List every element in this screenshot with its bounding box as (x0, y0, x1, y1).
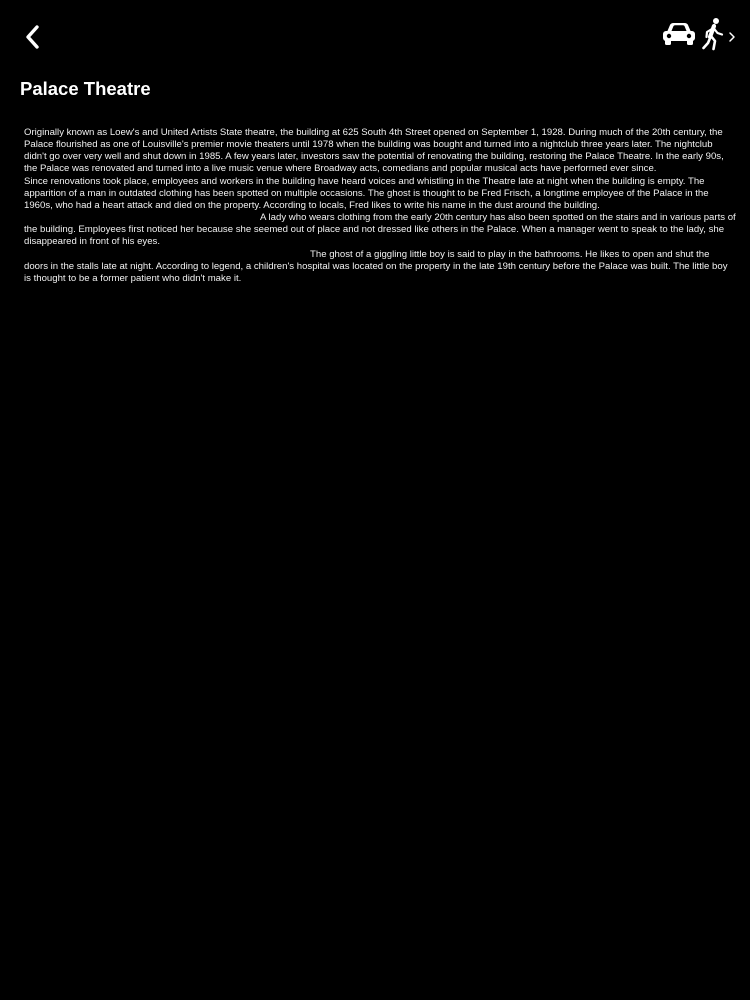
page-title: Palace Theatre (20, 78, 151, 99)
paragraph-fred-frisch: Since renovations took place, employees and workers in the building have heard voices and whistling in the Theatre late at night when the building is empty. The apparition of a man in outdated clothing has been spotted on multiple occasions. The ghost is thought to be Fred Frisch, a longtime employee of the Palace in the 1960s, who had a heart attack and died on the property. According to locals, Fred likes to write his name in the dust around the building. (24, 175, 709, 211)
description-text (24, 127, 736, 285)
paragraph-history: Originally known as Loew's and United Artists State theatre, the building at 625 South 4th Street opened on September 1, 1928. During much of the 20th century, the Palace flourished as one of Louisville's premier movie theaters until 1978 when the building was bought and turned into a nightclub three years later. The nightclub didn't go over very well and shut down in 1985. A few years later, investors saw the potential of renovating the building, restoring the Palace Theatre. In the early 90s, the Palace was renovated and turned into a live music venue where Broadway acts, comedians and popular musical acts have performed ever since. (24, 127, 724, 175)
walk-directions-button[interactable] (701, 17, 736, 51)
walking-person-icon (701, 17, 727, 51)
back-button[interactable] (16, 20, 50, 54)
chevron-left-icon (23, 24, 43, 50)
chevron-right-icon (728, 31, 736, 43)
navigation-bar (0, 0, 750, 70)
paragraph-little-boy: The ghost of a giggling little boy is said to play in the bathrooms. He likes to open and shut the doors in the stalls late at night. According to legend, a children's hospital was located on the property in the late 19th century before the Palace was built. The little boy is thought to be a former patient who didn't make it. (24, 248, 728, 284)
directions-buttons (661, 16, 736, 52)
paragraph-lady-ghost: A lady who wears clothing from the early 20th century has also been spotted on the stairs and in various parts of the building. Employees first noticed her because she seemed out of place and not dressed like others in the Palace. When a manager went to speak to the lady, she disappeared in front of his eyes. (24, 212, 736, 248)
car-icon (661, 19, 697, 49)
drive-directions-button[interactable] (661, 19, 697, 49)
